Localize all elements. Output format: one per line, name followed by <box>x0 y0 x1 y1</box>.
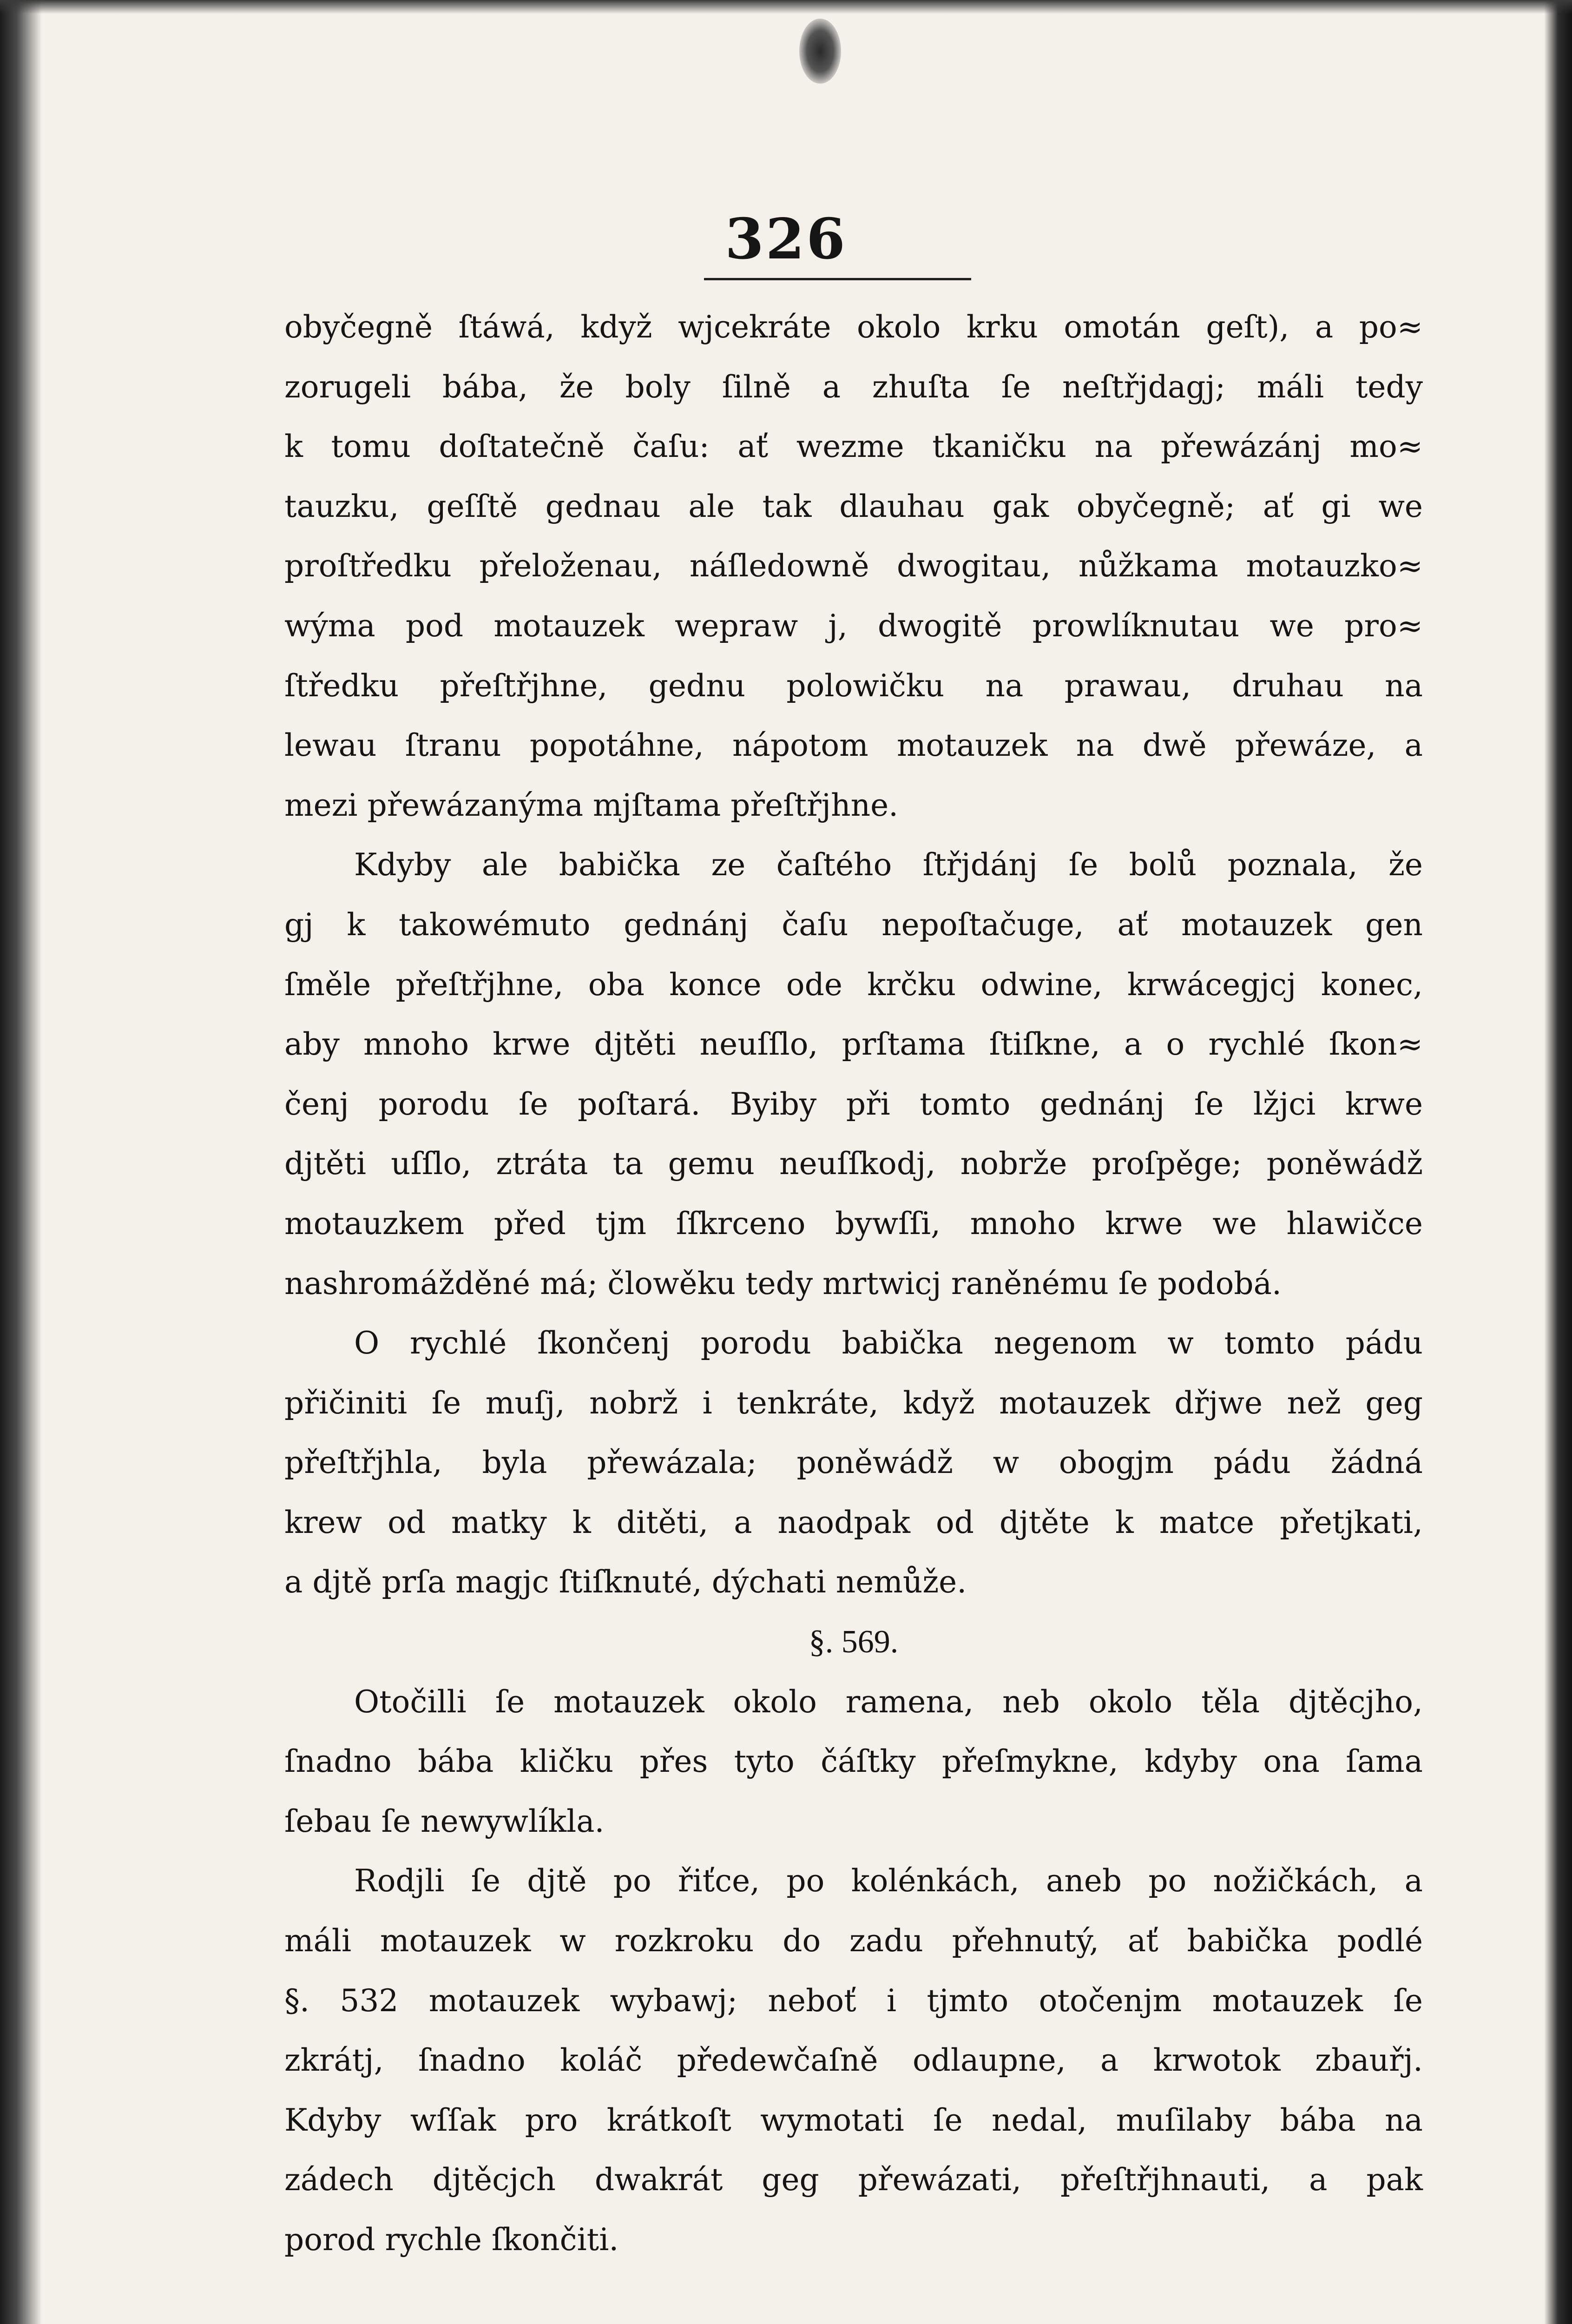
page-edge-shadow-left <box>0 0 42 2324</box>
page-header <box>0 205 1572 274</box>
page-number: 326 <box>725 206 847 272</box>
text-line: Kdyby wſſak pro krátkoſt wymotati ſe nedal, muſilaby bába na <box>284 2102 1423 2138</box>
body-text <box>284 297 1423 2270</box>
text-line: máli motauzek w rozkroku do zadu přehnutý, ať babička podlé <box>284 1923 1423 1959</box>
text-line: a djtě prſa magjc ſtiſknuté, dýchati nemůže. <box>284 1564 967 1600</box>
text-line: k tomu doſtatečně čaſu: ať wezme tkaničku na přewázánj mo≈ <box>284 429 1423 465</box>
text-line: Otočilli ſe motauzek okolo ramena, neb okolo těla djtěcjho, <box>354 1684 1423 1720</box>
text-line: §. 532 motauzek wybawj; neboť i tjmto otočenjm motauzek ſe <box>284 1982 1423 2019</box>
text-line: mezi přewázanýma mjſtama přeſtřjhne. <box>284 787 899 823</box>
header-rule <box>704 278 971 280</box>
text-line: aby mnoho krwe djtěti neuſſlo, prſtama ſtiſkne, a o rychlé ſkon≈ <box>284 1026 1423 1063</box>
text-line: nashromážděné má; člowěku tedy mrtwicj raněnému ſe podobá. <box>284 1265 1282 1301</box>
text-line: djtěti uſſlo, ztráta ta gemu neuſſkodj, nobrže proſpěge; poněwádž <box>284 1146 1423 1182</box>
section-heading: §. 569. <box>809 1624 899 1660</box>
text-line: ſměle přeſtřjhne, oba konce ode krčku odwine, krwácegjcj konec, <box>284 966 1423 1003</box>
text-line: wýma pod motauzek wepraw j, dwogitě prowlíknutau we pro≈ <box>284 607 1423 644</box>
text-line: Kdyby ale babička ze čaſtého ſtřjdánj ſe bolů poznala, že <box>354 847 1423 883</box>
text-line: zádech djtěcjch dwakrát geg přewázati, přeſtřjhnauti, a pak <box>284 2162 1423 2198</box>
text-line: zorugeli bába, že boly ſilně a zhuſta ſe neſtřjdagj; máli tedy <box>284 369 1423 405</box>
text-line: lewau ſtranu popotáhne, nápotom motauzek na dwě přewáze, a <box>284 727 1423 764</box>
page-edge-shadow-top <box>0 0 1572 14</box>
text-line: zkrátj, ſnadno koláč předewčaſně odlaupne, a krwotok zbauřj. <box>284 2042 1423 2079</box>
text-line: gj k takowémuto gednánj čaſu nepoſtačuge, ať motauzek gen <box>284 906 1423 943</box>
text-line: krew od matky k ditěti, a naodpak od djtěte k matce přetjkati, <box>284 1504 1423 1540</box>
ink-stain-mark <box>799 19 841 84</box>
text-line: obyčegně ſtáwá, když wjcekráte okolo krku omotán geſt), a po≈ <box>284 309 1423 345</box>
text-line: motauzkem před tjm ſſkrceno bywſſi, mnoho krwe we hlawičce <box>284 1205 1423 1241</box>
text-line: tauzku, geſſtě gednau ale tak dlauhau gak obyčegně; ať gi we <box>284 488 1423 524</box>
text-line: ſnadno bába kličku přes tyto čáſtky přeſmykne, kdyby ona ſama <box>284 1743 1423 1780</box>
text-line: porod rychle ſkončiti. <box>284 2222 619 2258</box>
text-line: přičiniti ſe muſj, nobrž i tenkráte, když motauzek dřjwe než geg <box>284 1385 1423 1421</box>
text-line: přeſtřjhla, byla přewázala; poněwádž w obogjm pádu žádná <box>284 1445 1423 1481</box>
text-line: ſtředku přeſtřjhne, gednu polowičku na prawau, druhau na <box>284 667 1423 704</box>
text-line: O rychlé ſkončenj porodu babička negenom w tomto pádu <box>354 1325 1423 1361</box>
text-line: ſebau ſe newywlíkla. <box>284 1803 605 1839</box>
text-line: proſtředku přeloženau, náſledowně dwogitau, nůžkama motauzko≈ <box>284 548 1423 584</box>
text-line: Rodjli ſe djtě po řiťce, po kolénkách, aneb po nožičkách, a <box>354 1863 1423 1899</box>
text-line: čenj porodu ſe poſtará. Byiby při tomto gednánj ſe lžjci krwe <box>284 1086 1423 1122</box>
page-edge-shadow-right <box>1544 0 1572 2324</box>
